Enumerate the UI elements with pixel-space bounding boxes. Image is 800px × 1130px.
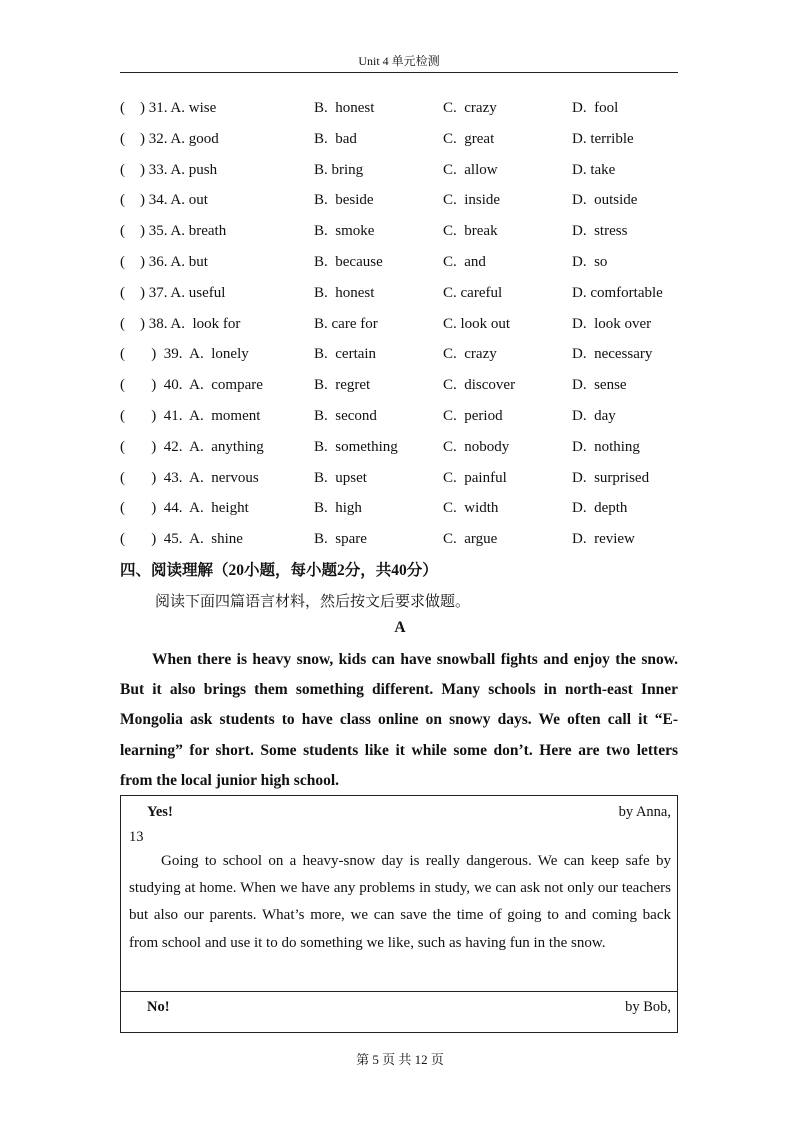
letter-yes-age: 13 [129,829,144,845]
option-d: D. depth [572,500,628,517]
option-c: C. argue [443,531,498,548]
option-question: ( ) 44. A. height [120,500,249,517]
option-c: C. look out [443,315,511,332]
option-question: ( ) 33. A. push [120,161,218,178]
option-question: ( ) 31. A. wise [120,100,217,116]
letter-no-title: No! [147,999,170,1015]
option-c: C. and [443,253,486,270]
section-title: 四、阅读理解（20小题，每小题2分，共40分） [120,562,438,579]
passage-label: A [394,619,406,636]
option-d: D. outside [572,192,638,209]
letters-box [120,795,678,1033]
option-row [120,495,680,526]
option-c: C. inside [443,192,501,209]
option-c: C. crazy [443,346,497,363]
option-question: ( ) 32. A. good [120,130,219,147]
option-question: ( ) 39. A. lonely [120,346,249,363]
option-row [120,311,680,342]
option-c: C. nobody [443,438,510,455]
option-d: D. necessary [572,346,653,363]
option-b: B. care for [314,315,378,332]
option-row [120,280,680,311]
option-d: D. so [572,253,608,270]
option-row [120,526,680,557]
option-row [120,465,680,496]
option-c: C. allow [443,161,498,178]
option-question: ( ) 45. A. shine [120,531,243,548]
option-d: D. fool [572,100,619,116]
option-row [120,187,680,218]
letter-yes-author: by Anna, [618,804,671,820]
option-d: D. terrible [572,130,634,147]
option-b: B. bring [314,161,364,178]
option-d: D. take [572,161,616,178]
option-b: B. spare [314,531,367,548]
option-row [120,403,680,434]
option-d: D. day [572,407,616,424]
option-row [120,434,680,465]
option-c: C. crazy [443,100,497,116]
option-question: ( ) 38. A. look for [120,315,241,332]
option-c: C. discover [443,377,516,394]
page-header: Unit 4 单元检测 [358,54,440,68]
letter-yes-title: Yes! [147,804,173,820]
option-question: ( ) 43. A. nervous [120,469,259,486]
passage-text: When there is heavy snow, kids can have snowball fights and enjoy the snow. But it also brings them something different. Many schools in north-east Inner Mongolia ask students to have class online on snowy days. We often call it “E-learning” for short. Some students like it while some don’t. Here are two letters from the local junior high school. [120,651,678,789]
option-d: D. sense [572,377,627,394]
option-b: B. honest [314,284,375,301]
option-b: B. honest [314,100,375,116]
option-row [120,372,680,403]
option-b: B. upset [314,469,367,486]
option-c: C. painful [443,469,507,486]
section-instruction: 阅读下面四篇语言材料，然后按文后要求做题。 [155,594,471,610]
option-b: B. smoke [314,223,375,240]
option-c: C. break [443,223,498,240]
option-d: D. look over [572,315,652,332]
option-b: B. because [314,253,383,270]
option-question: ( ) 34. A. out [120,192,208,209]
option-b: B. certain [314,346,377,363]
option-question: ( ) 36. A. but [120,253,208,270]
letter-yes-body: Going to school on a heavy-snow day is really dangerous. We can keep safe by studying at home. When we have any problems in study, we can ask not only our teachers but also our parents. What’s more, we can save the time of going to and coming back from school and use it to do something we like, such as having fun in the snow. [129,853,671,951]
option-question: ( ) 41. A. moment [120,407,261,424]
option-b: B. second [314,407,377,424]
option-b: B. high [314,500,362,517]
option-d: D. nothing [572,438,640,455]
option-row [120,126,680,157]
option-row [120,95,680,126]
cloze-options-list [120,95,680,557]
option-b: B. bad [314,130,357,147]
option-row [120,341,680,372]
option-row [120,157,680,188]
letter-no-author: by Bob, [625,999,671,1015]
option-c: C. careful [443,284,503,301]
option-d: D. surprised [572,469,650,486]
option-row [120,218,680,249]
option-d: D. comfortable [572,284,663,301]
option-c: C. period [443,407,503,424]
option-c: C. width [443,500,499,517]
option-b: B. beside [314,192,374,209]
option-c: C. great [443,130,495,147]
option-b: B. regret [314,377,371,394]
letters-divider [121,991,677,992]
option-question: ( ) 40. A. compare [120,377,263,394]
option-row [120,249,680,280]
option-b: B. something [314,438,398,455]
option-question: ( ) 42. A. anything [120,438,264,455]
option-question: ( ) 35. A. breath [120,223,227,240]
option-d: D. review [572,531,635,548]
option-d: D. stress [572,223,628,240]
header-divider [120,72,678,73]
page-footer: 第 5 页 共 12 页 [356,1052,444,1067]
option-question: ( ) 37. A. useful [120,284,226,301]
